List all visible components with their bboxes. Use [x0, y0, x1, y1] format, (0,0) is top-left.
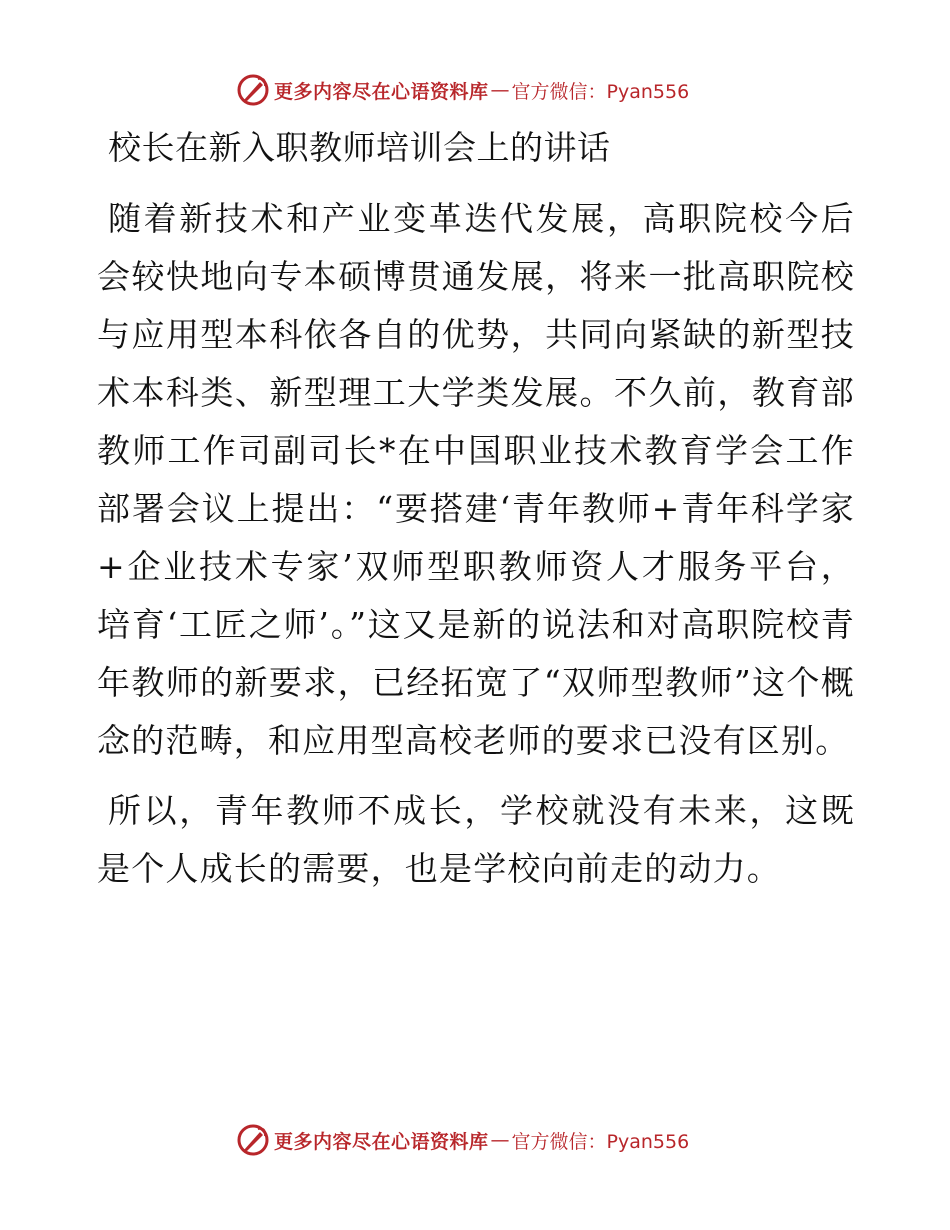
quill-pen-logo-icon — [236, 1123, 270, 1157]
header-watermark — [236, 72, 689, 108]
watermark-dash: — — [490, 79, 510, 101]
watermark-text: 更多内容尽在心语资料库 — [274, 80, 489, 103]
paragraph: 所以，青年教师不成长，学校就没有未来，这既是个人成长的需要，也是学校向前走的动力。 — [97, 791, 855, 888]
quill-pen-logo-icon — [236, 73, 270, 107]
watermark-wechat: 官方微信：Pyan556 — [511, 80, 690, 103]
paragraph: 随着新技术和产业变革迭代发展，高职院校今后会较快地向专本硕博贯通发展，将来一批高职院校与应用型本科依各自的优势，共同向紧缺的新型技术本科类、新型理工大学类发展。不久前，教育部教师工作司副司长*在中国职业技术教育学会工作部署会议上提出：“要搭建‘青年教师+青年科学家+企业技术专家’双师型职教师资人才服务平台，培育‘工匠之师’。”这又是新的说法和对高职院校青年教师的新要求，已经拓宽了“双师型教师”这个概念的范畴，和应用型高校老师的要求已没有区别。 — [97, 199, 855, 760]
watermark-dash: — — [490, 1129, 510, 1151]
document-title: 校长在新入职教师培训会上的讲话 — [108, 128, 611, 167]
footer-watermark — [236, 1122, 689, 1158]
document-body — [97, 190, 855, 898]
watermark-text: 更多内容尽在心语资料库 — [274, 1130, 489, 1153]
watermark-wechat: 官方微信：Pyan556 — [511, 1130, 690, 1153]
